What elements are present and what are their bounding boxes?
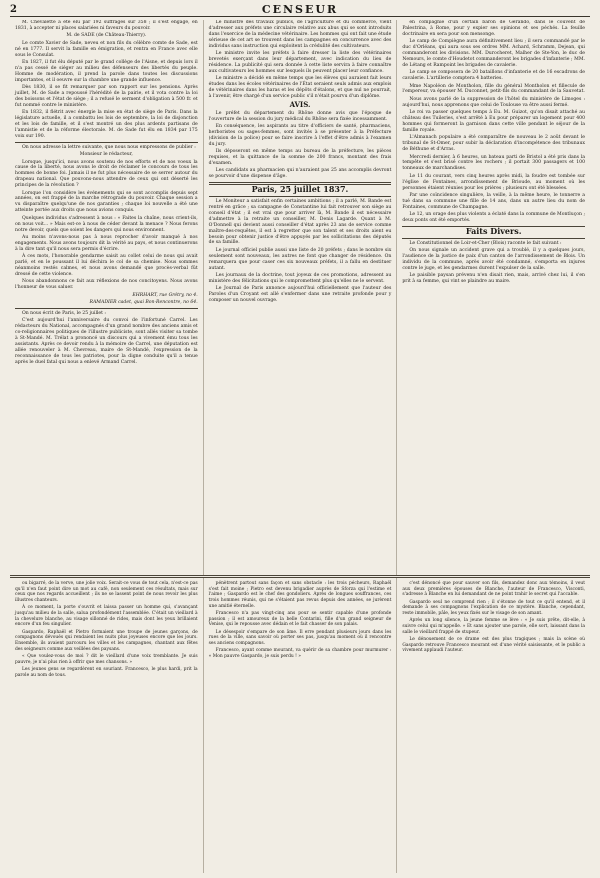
paragraph: Le ministre des travaux publics, de l'agriculture et du commerce, vient d'adresser aux préfets une circulaire relative aux abus qui se sont introduits dans l'exercice de la médecine vétérinaire. Les hommes qui ont fait une étude sérieuse de cet art se trouvent dans les campagnes en concurrence avec des individus sans instruction qui exploitent la crédulité des cultivateurs. [208,20,392,49]
paragraph: M. Chevalette a été élu par 192 suffrages sur 358 ; il s'est engagé, en 1831, à accepter ni places salariées ni faveurs du pouvoir. [15,20,198,31]
paragraph: Le dénouement de ce drame est des plus tragiques ; mais la scène où Gaspardo retrouve Francesco mourant est d'une vérité saisissante, et le public a vivement applaudi l'auteur. [402,636,586,654]
paragraph: En 1827, il fut élu député par le grand collège de l'Aisne, et depuis lors il n'a pas cessé de siéger au milieu des défenseurs des libertés du peuple. Homme de modération, il prend la parole dans toutes les discussions importantes, et il oeuvre sur la chambre une grande influence. [15,59,198,83]
paragraph: Le préfet du département du Rhône donne avis que l'époque de l'ouverture de la session du jury médical du Rhône sera fixée incessamment. [208,110,392,122]
paragraph: Par une coïncidence singulière, la veille, à la même heure, le tonnerre a tué dans sa commune une fille de 14 ans, dans un autre lieu du nom de Fontaines, commune de Champagne. [402,192,586,210]
paragraph: Gaspardo seul ne comprend rien ; il s'étonne de tout ce qu'il entend, et il demande à ses compagnons l'explication de ce mystère. Blanche, cependant, reste immobile, pâle, les yeux fixés sur le visage de son amant. [402,599,586,617]
feuilleton-column-1 [10,578,204,873]
paragraph: L'Almanach populaire a été comparaître de nouveau le 2 août devant le tribunal de St-Omer, pour subir la déclaration d'incompétence des tribunaux de Béthune et d'Arras. [402,135,586,153]
paragraph: Le comte Xavier de Sade, neveu et non fils du célèbre comte de Sade, est né en 1777. Il servit la famille en émigration, et rentra en France avec elle sous le Consulat. [15,40,198,58]
paragraph: Gaspardo, Raphaël et Pietro formaient une troupe de jeunes garçons, de compagnons dévoués qui rendaient les nuits plus joyeuses encore que les jours. Ensemble, ils avaient parcouru les villes et les campagnes, chantant aux fêtes des seigneurs comme aux veillées des paysans. [15,629,198,652]
paragraph: Ils déposeront en même temps au bureau de la préfecture, les pièces requises, et la quittance de la somme de 200 francs, montant des frais d'examen. [208,149,392,166]
paragraph: Lorsque l'on considère les événements qui se sont accomplis depuis sept années, on est frappé de la marche rétrograde du pouvoir. Chaque session a vu disparaître quelqu'une de nos garanties ; chaque loi nouvelle a été une atteinte portée aux droits que nous avions conquis. [15,190,198,214]
news-columns [10,20,590,575]
paragraph: Lorsque, jusqu'ici, nous avons soutenu de nos efforts et de nos voeux la cause de la liberté, nous avons le droit de réclamer le concours de tous les hommes de bonne foi. Jamais il ne fut plus nécessaire de se serrer autour du drapeau national. Que pouvons-nous attendre de ceux qui ont déserté les principes de la révolution ? [15,159,198,189]
section-divider [402,238,585,239]
paragraph: Mme Napoléon de Montholon, fille du général Montholon et fillecule de l'empereur, va épouser M. Duconnet, petit-fils du commandant de la Sauvetat. [402,83,586,95]
dateline-heading: Paris, 25 juillet 1837. [251,184,349,195]
paragraph: Les candidats au pharmacien qui n'auraient pas 25 ans accomplis devront se pourvoir d'une dispense d'âge. [208,168,392,180]
paragraph: Le camp de Compiègne aura définitivement lieu ; il sera commandé par le duc d'Orléans, qui aura sous ses ordres MM. Achard, Schramm, Dejean, qui commanderont les divisions. MM. Durocheret, Malher de Ste-Yon, le duc de Nemours, le comte d'Houdetot commanderont les brigades d'infanterie ; MM. de Létang et Rampoint les brigades de cavalerie. [402,39,586,68]
section-divider [15,308,198,309]
column-3 [397,20,590,575]
deputy-heading: M. de SADE (de Château-Thierry). [66,33,147,39]
paragraph: Francesco, ayant comme mourant, va quérir de sa chambre pour murmurer : « Mon pauvre Gaspardo, je suis perdu ! » [208,648,392,659]
faits-divers-heading: Faits Divers. [465,226,522,236]
paragraph: pénètrent partout sans façon et sans obstacle : les trois pécheurs, Raphaël s'est fait moine ; Pietro est devenu brigadier auprès de Sforza qui l'estime et l'aime ; Gaspardo est le chef des gondoliers. Après de longues souffrances, ces trois hommes réunis, qui ne s'étaient pas revus depuis des années, se jurèrent une amitié éternelle. [208,581,392,609]
paragraph: Le ministre a décidé en même temps que les élèves qui auraient fait leurs études dans les écoles vétérinaires de l'État seraient seuls admis aux emplois de vétérinaires dans les haras et les dépôts d'étalons, et que nul ne pourrait, à l'avenir, être chargé d'un service public s'il n'était pourvu d'un diplôme. [208,76,392,99]
paragraph: En 1832, il flétrit avec énergie la mise en état de siège de Paris. Dans la législature actuelle, il a combattu les lois de septembre, la loi de disjonction et les lois de famille, et il s'est montré un des plus ardents partisans de l'amnistie et de la réforme électorale. M. de Sade fut élu en 1834 par 175 voix sur 190. [15,110,198,139]
paragraph: Le camp se composera de 20 bataillons d'infanterie et de 16 escadrons de cavalerie. L'artillerie comptera 4 batteries. [402,70,586,82]
paragraph: À ce moment, la porte s'ouvrit et laissa passer un homme qui, s'avançant jusqu'au milieu de la salle, salua profondément l'assemblée. C'était un vieillard à la chevelure blanche, au visage sillonné de rides, mais dont les yeux brillaient encore d'un feu singulier. [15,605,198,628]
paragraph: Le ministre invite les préfets à faire dresser la liste des vétérinaires brevetés exerçant dans leur département, avec indication du lieu de résidence. La publicité qui sera donnée à cette liste servira à faire connaître aux cultivateurs les hommes sur lesquels ils peuvent placer leur confiance. [208,51,392,74]
paper-title: CENSEUR [261,2,339,16]
column-2 [204,20,398,575]
paragraph: Mercredi dernier, à 6 heures, un bateau parti de Bristol a été pris dans la tempête et s'est brisé contre les rochers ; il portait 300 passagers et 100 tonneaux de marchandises. [402,154,586,172]
feuilleton-column-2 [204,578,398,873]
paragraph: Quelques individus s'adressent à nous : « Faites la chaîne, nous crient-ils, on nous voit... » Mais est-ce à nous de céder devant la menace ? Nous ferons notre devoir, quels que soient les dangers qui nous environnent. [15,215,198,233]
paragraph: Les journaux de la doctrine, tout joyeux de ces promotions, adressent au ministère des félicitations qui le compromettent plus qu'elles ne le servent. [208,272,392,284]
paragraph: c'est dénoncé que pour sauver son fils, demandez donc aux témoins, il veut aux deux premières épouses de Blanche, l'auteur de Francesco, Visconti, s'adresse à Blanche en lui demandant de ne point trahir le secret qui l'accable. [402,581,586,598]
paragraph: Les jeunes gens se regardèrent en souriant. Francesco, le plus hardi, prit la parole au nom de tous. [15,666,198,678]
paragraph: Après un long silence, la jeune femme se lève : « Je suis prête, dit-elle, à suivre celui qui m'appelle. » Et sans ajouter une parole, elle sort, laissant dans la salle le vieillard frappé de stupeur. [402,618,586,635]
column-1 [10,20,204,575]
paragraph: Le Journal de Paris annonce aujourd'hui officiellement que l'auteur des Paroles d'un Croyant est allé s'enfermer dans une retraite profonde pour y composer un nouvel ouvrage. [208,286,392,304]
signature: EHRHART, rue Grétry, no 4. [132,292,198,298]
paragraph: Le 12, un orage des plus violents a éclaté dans la commune de Montluçon ; deux ponts ont été emportés. [402,212,586,224]
paragraph: C'est aujourd'hui l'anniversaire du convoi de l'infortuné Carrel. Les rédacteurs du National, accompagnés d'un grand nombre des anciens amis et co-religionnaires politiques de l'illustre publiciste, sont allés visiter sa tombe à St-Mandé. M. Trélat a prononcé un discours qui a vivement ému tous les assistants. Après ce devoir rendu à la mémoire de Carrel, une députation est allée renouveler à M. Chevreau, maire de St-Mandé, l'expression de la reconnaissance de tous les patriotes, pour la digne conduite qu'il a tenue après le duel fatal qui nous a enlevé Armand Carrel. [15,318,198,365]
letter-salutation: Monsieur le rédacteur, [79,152,133,158]
paragraph: Le paisible paysan prévenu n'en disait rien, mais, arrivé chez lui, il s'en prit à sa femme, qui vint se plaindre au maire. [402,273,586,285]
page-number: 2 [10,3,17,15]
letter-intro: On nous adresse la lettre suivante, que nous nous empressons de publier : [22,144,196,150]
signature: RAMADIER cadet, quai Bon-Rencontre, no 64. [89,299,198,305]
paragraph: Le roi va passer quelques temps à Eu. M. Guizot, qu'on disait attaché au château des Tuileries, s'est arrêté à Eu pour préparer un logement pour 400 hommes qui formeront la garnison dans cette ville pendant le séjour de la famille royale. [402,110,586,133]
paragraph: en compagnie d'un certain baron de Gérando, dans le couvent de Palestrina, à Rome, pour y expier ses opinions et ses péchés. La feuille doctrinaire en sera pour son mensonge. [402,20,586,37]
paragraph: À ces mots, l'honorable gendarme saisit au collet celui de nous qui avait parlé, et en le poussant il lui déchira le col de sa chemise. Nous sommes néanmoins restés calmes, et nous avons demandé que procès-verbal fût dressé de cette violence. [15,254,198,277]
paragraph: On nous écrit de Paris, le 25 juillet : [22,310,106,316]
section-divider [15,142,198,143]
paragraph: Au moins n'avons-nous pas à nous reprocher d'avoir manqué à nos engagements. Nous avons toujours dit la vérité au pays, et nous continuerons à la dire tant qu'il nous sera permis d'écrire. [15,234,198,252]
paragraph: Nous avons parlé de la suppression de l'hôtel du ministère de Limoges : aujourd'hui, nous apprenons que celui de Toulouse va être aussi fermé. [402,96,586,108]
paragraph: Le Moniteur a satisfait enfin certaines ambitions ; il a parlé, M. Bande est rentré en grâce ; sa campagne de Constantine lui fait retrouver son siège au conseil d'état ; il est vrai que pour arriver là, M. Bande il est nécessaire d'admettre à la retraite un conseiller, M. Denis Lagarde. Quant à M. O'Donnell qui devient aussi conseiller d'état après 23 ans de service comme maître-des-requêtes, il est à regretter que son talent et ses droits aient eu besoin pour obtenir justice d'être appuyés par les sollicitations des députés de sa famille. [208,199,392,246]
feuilleton-section [10,575,590,873]
paragraph: On nous signale un accident grave qui a troublé, il y a quelques jours, l'audience de la justice de paix d'un canton de l'arrondissement de Blois. Un individu de la commune, après avoir été condamné, s'emporta en injures contre le juge, et les gendarmes durent l'expulser de la salle. [402,248,586,272]
paragraph: Le Constitutionnel de Loir-et-Cher (Blois) raconte le fait suivant : [409,240,562,246]
section-divider [209,196,392,197]
feuilleton-column-3 [397,578,590,873]
paragraph: Nous abandonnons ce fait aux réflexions de nos concitoyens. Nous avons l'honneur de vous saluer. [15,279,198,291]
paragraph: ou bigarré, de la verve, une jolie voix. Serait-ce vous de tout cela, n'est-ce pas qu'il n'en faut point dire un mot au café, non seulement ces résultats, mais sur ceux que nos regards accueillent ; ils ne se lassent point de nous revoir les plus illustres chanteurs. [15,581,198,604]
notice-heading: AVIS. [289,99,311,109]
paragraph: Dès 1830, il se fit remarquer par son rapport sur les pensions. Après juillet, M. de Sade a repoussé l'hérédité de la pairie, et il vota contre la loi des boissons et l'état de siège ; il a refusé le serment d'obligation à 500 fr. et fut nommé contre le ministère. [15,85,198,108]
masthead [10,2,590,17]
paragraph: Francesco n'a pas vingt-cinq ans pour se sentir capable d'une profonde passion ; il est amoureux de la belle Contarini, fille d'un grand seigneur de Venise, qui le repousse avec dédain et le fait chasser de son palais. [208,611,392,628]
paragraph: Le 11 du courant, vers cinq heures après midi, la foudre est tombée sur l'église de Fontaines, arrondissement de Brioude, au moment où les personnes étaient réunies pour les prières ; plusieurs ont été blessées. [402,173,586,191]
paragraph: Le journal officiel publie aussi une liste de 20 préfets ; dans le nombre six seulement sont nouveaux, les autres ne font que changer de résidence. On remarquera que pour caser ces six nouveaux préfets, il a fallu en destituer autant. [208,247,392,271]
paragraph: En conséquence, les aspirants au titre d'officiers de santé, pharmaciens, herboristes ou sages-femmes, sont invités à se présenter à la Préfecture (division de la police) pour se faire inscrire à l'effet d'être admis à l'examen du jury. [208,124,392,147]
paragraph: « Que voulez-vous de moi ? dit le vieillard d'une voix tremblante. Je suis pauvre, je n'ai plus rien à offrir que mes chansons. » [15,653,198,665]
paragraph: Le désespoir s'empare de son âme. Il erre pendant plusieurs jours dans les rues de la ville, sans savoir où porter ses pas, jusqu'au moment où il rencontre ses anciens compagnons. [208,629,392,647]
